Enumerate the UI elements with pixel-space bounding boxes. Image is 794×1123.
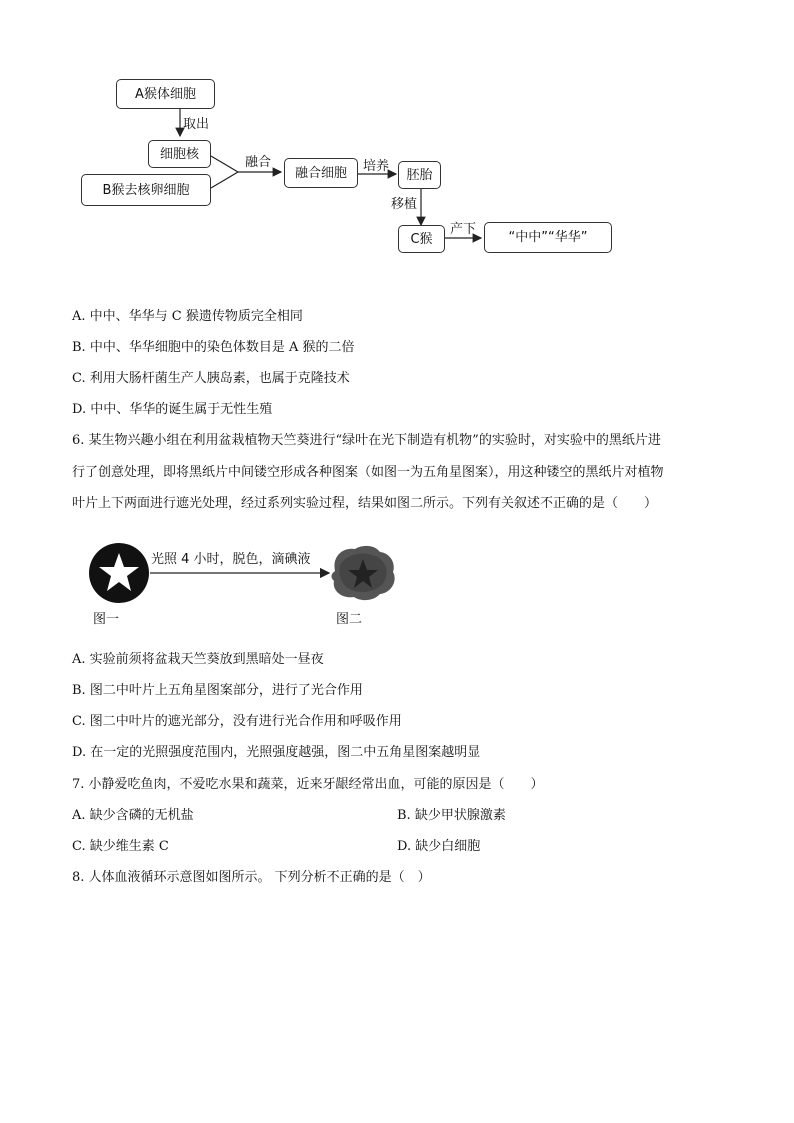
label-culture: 培养 (363, 159, 390, 174)
q5-option-d: D. 中中、华华的诞生属于无性生殖 (72, 402, 273, 417)
q6-stem-line-1: 6. 某生物兴趣小组在利用盆栽植物天竺葵进行“绿叶在光下制造有机物”的实验时，对实验中的黑纸片进 (72, 433, 661, 448)
q7-option-d: D. 缺少白细胞 (397, 839, 481, 854)
line-nucleus-to-merge (211, 156, 238, 172)
flow-diagram-connectors (0, 0, 794, 280)
q6-option-d: D. 在一定的光照强度范围内，光照强度越强，图二中五角星图案越明显 (72, 745, 481, 760)
box-fused-cell: 融合细胞 (284, 158, 358, 188)
box-b-monkey-enucleated-egg: B猴去核卵细胞 (81, 174, 211, 206)
figure-2-caption: 图二 (336, 612, 363, 627)
black-paper-star-cutout-icon (89, 543, 149, 603)
q6-option-c: C. 图二中叶片的遮光部分，没有进行光合作用和呼吸作用 (72, 714, 402, 729)
q7-option-c: C. 缺少维生素 C (72, 839, 169, 854)
line-egg-to-merge (211, 172, 238, 188)
q5-option-a: A. 中中、华华与 C 猴遗传物质完全相同 (72, 309, 303, 324)
label-transplant: 移植 (391, 197, 418, 212)
q8-stem: 8. 人体血液循环示意图如图所示。 下列分析不正确的是（ ） (72, 870, 431, 885)
figure-1-caption: 图一 (93, 612, 120, 627)
process-arrow-label: 光照 4 小时，脱色，滴碘液 (151, 552, 311, 567)
stained-leaf-star-icon (331, 546, 394, 600)
q7-option-a: A. 缺少含磷的无机盐 (72, 808, 194, 823)
q6-stem-line-3: 叶片上下两面进行遮光处理，经过系列实验过程，结果如图二所示。下列有关叙述不正确的是（ ） (72, 496, 658, 511)
box-a-monkey-somatic-cell: A猴体细胞 (116, 79, 215, 109)
q7-option-b: B. 缺少甲状腺激素 (397, 808, 506, 823)
q6-figure-graphics (80, 535, 410, 615)
box-embryo: 胚胎 (398, 161, 441, 189)
label-take-out: 取出 (183, 117, 210, 132)
q5-option-b: B. 中中、华华细胞中的染色体数目是 A 猴的二倍 (72, 340, 355, 355)
q6-option-a: A. 实验前须将盆栽天竺葵放到黑暗处一昼夜 (72, 652, 324, 667)
q5-option-c: C. 利用大肠杆菌生产人胰岛素，也属于克隆技术 (72, 371, 350, 386)
q6-option-b: B. 图二中叶片上五角星图案部分，进行了光合作用 (72, 683, 363, 698)
q6-stem-line-2: 行了创意处理，即将黑纸片中间镂空形成各种图案（如图一为五角星图案），用这种镂空的黑纸片对植物 (72, 465, 664, 480)
label-fuse: 融合 (245, 155, 272, 170)
label-give-birth: 产下 (450, 222, 477, 237)
box-nucleus: 细胞核 (148, 140, 211, 168)
box-c-monkey: C猴 (398, 225, 445, 253)
q7-stem: 7. 小静爱吃鱼肉，不爱吃水果和蔬菜，近来牙龈经常出血，可能的原因是（ ） (72, 777, 544, 792)
box-result-zhongzhong-huahua: “中中”“华华” (484, 222, 612, 253)
